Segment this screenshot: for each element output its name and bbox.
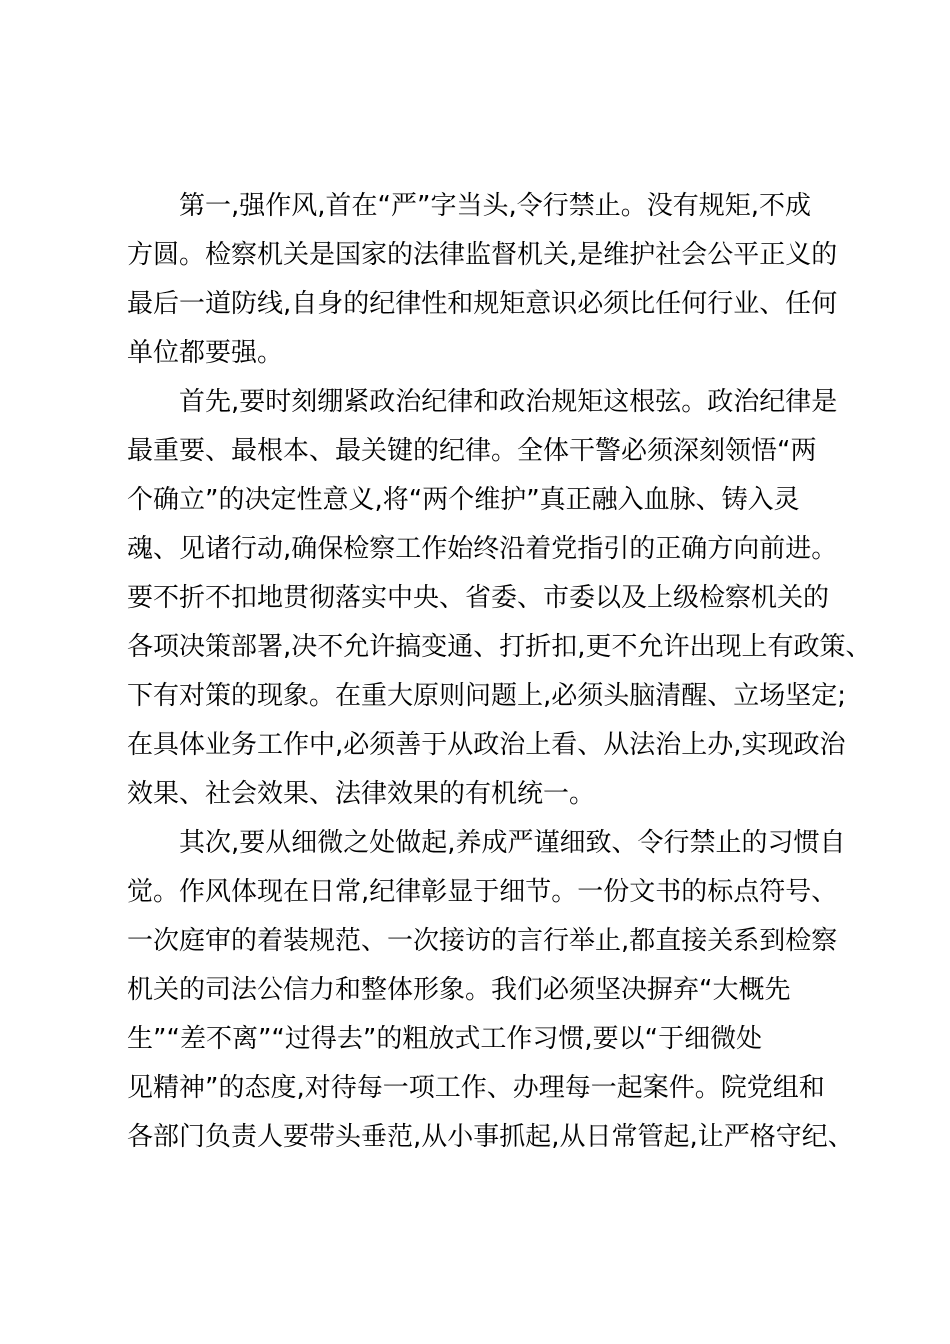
text-line: 各部门负责人要带头垂范,从小事抓起,从日常管起,让严格守纪、 bbox=[127, 1122, 854, 1152]
text-line: 个确立”的决定性意义,将“两个维护”真正融入血脉、铸入灵 bbox=[127, 485, 800, 515]
text-line: 见精神”的态度,对待每一项工作、办理每一起案件。院党组和 bbox=[127, 1073, 825, 1103]
text-line: 各项决策部署,决不允许搞变通、打折扣,更不允许出现上有政策、 bbox=[127, 632, 872, 662]
text-line: 方圆。检察机关是国家的法律监督机关,是维护社会公平正义的 bbox=[127, 240, 838, 270]
text-line: 生”“差不离”“过得去”的粗放式工作习惯,要以“于细微处 bbox=[127, 1024, 763, 1054]
text-line: 觉。作风体现在日常,纪律彰显于细节。一份文书的标点符号、 bbox=[127, 877, 838, 907]
text-line: 要不折不扣地贯彻落实中央、省委、市委以及上级检察机关的 bbox=[127, 583, 830, 613]
text-line: 一次庭审的着装规范、一次接访的言行举止,都直接关系到检察 bbox=[127, 926, 838, 956]
text-line: 在具体业务工作中,必须善于从政治上看、从法治上办,实现政治 bbox=[127, 730, 846, 760]
text-line: 最重要、最根本、最关键的纪律。全体干警必须深刻领悟“两 bbox=[127, 436, 817, 466]
text-line: 其次,要从细微之处做起,养成严谨细致、令行禁止的习惯自 bbox=[179, 828, 846, 858]
text-line: 最后一道防线,自身的纪律性和规矩意识必须比任何行业、任何 bbox=[127, 289, 838, 319]
paragraph-attention-to-detail bbox=[127, 819, 854, 1162]
text-line: 效果、社会效果、法律效果的有机统一。 bbox=[127, 779, 596, 809]
text-line: 机关的司法公信力和整体形象。我们必须坚决摒弃“大概先 bbox=[127, 975, 791, 1005]
text-line: 单位都要强。 bbox=[127, 338, 284, 368]
text-line: 第一,强作风,首在“严”字当头,令行禁止。没有规矩,不成 bbox=[179, 191, 811, 221]
paragraph-political-discipline bbox=[127, 378, 872, 819]
paragraph-strict-discipline bbox=[127, 182, 838, 378]
text-line: 首先,要时刻绷紧政治纪律和政治规矩这根弦。政治纪律是 bbox=[179, 387, 838, 417]
document-body bbox=[127, 182, 872, 1162]
text-line: 下有对策的现象。在重大原则问题上,必须头脑清醒、立场坚定; bbox=[127, 681, 847, 711]
text-line: 魂、见诸行动,确保检察工作始终沿着党指引的正确方向前进。 bbox=[127, 534, 838, 564]
